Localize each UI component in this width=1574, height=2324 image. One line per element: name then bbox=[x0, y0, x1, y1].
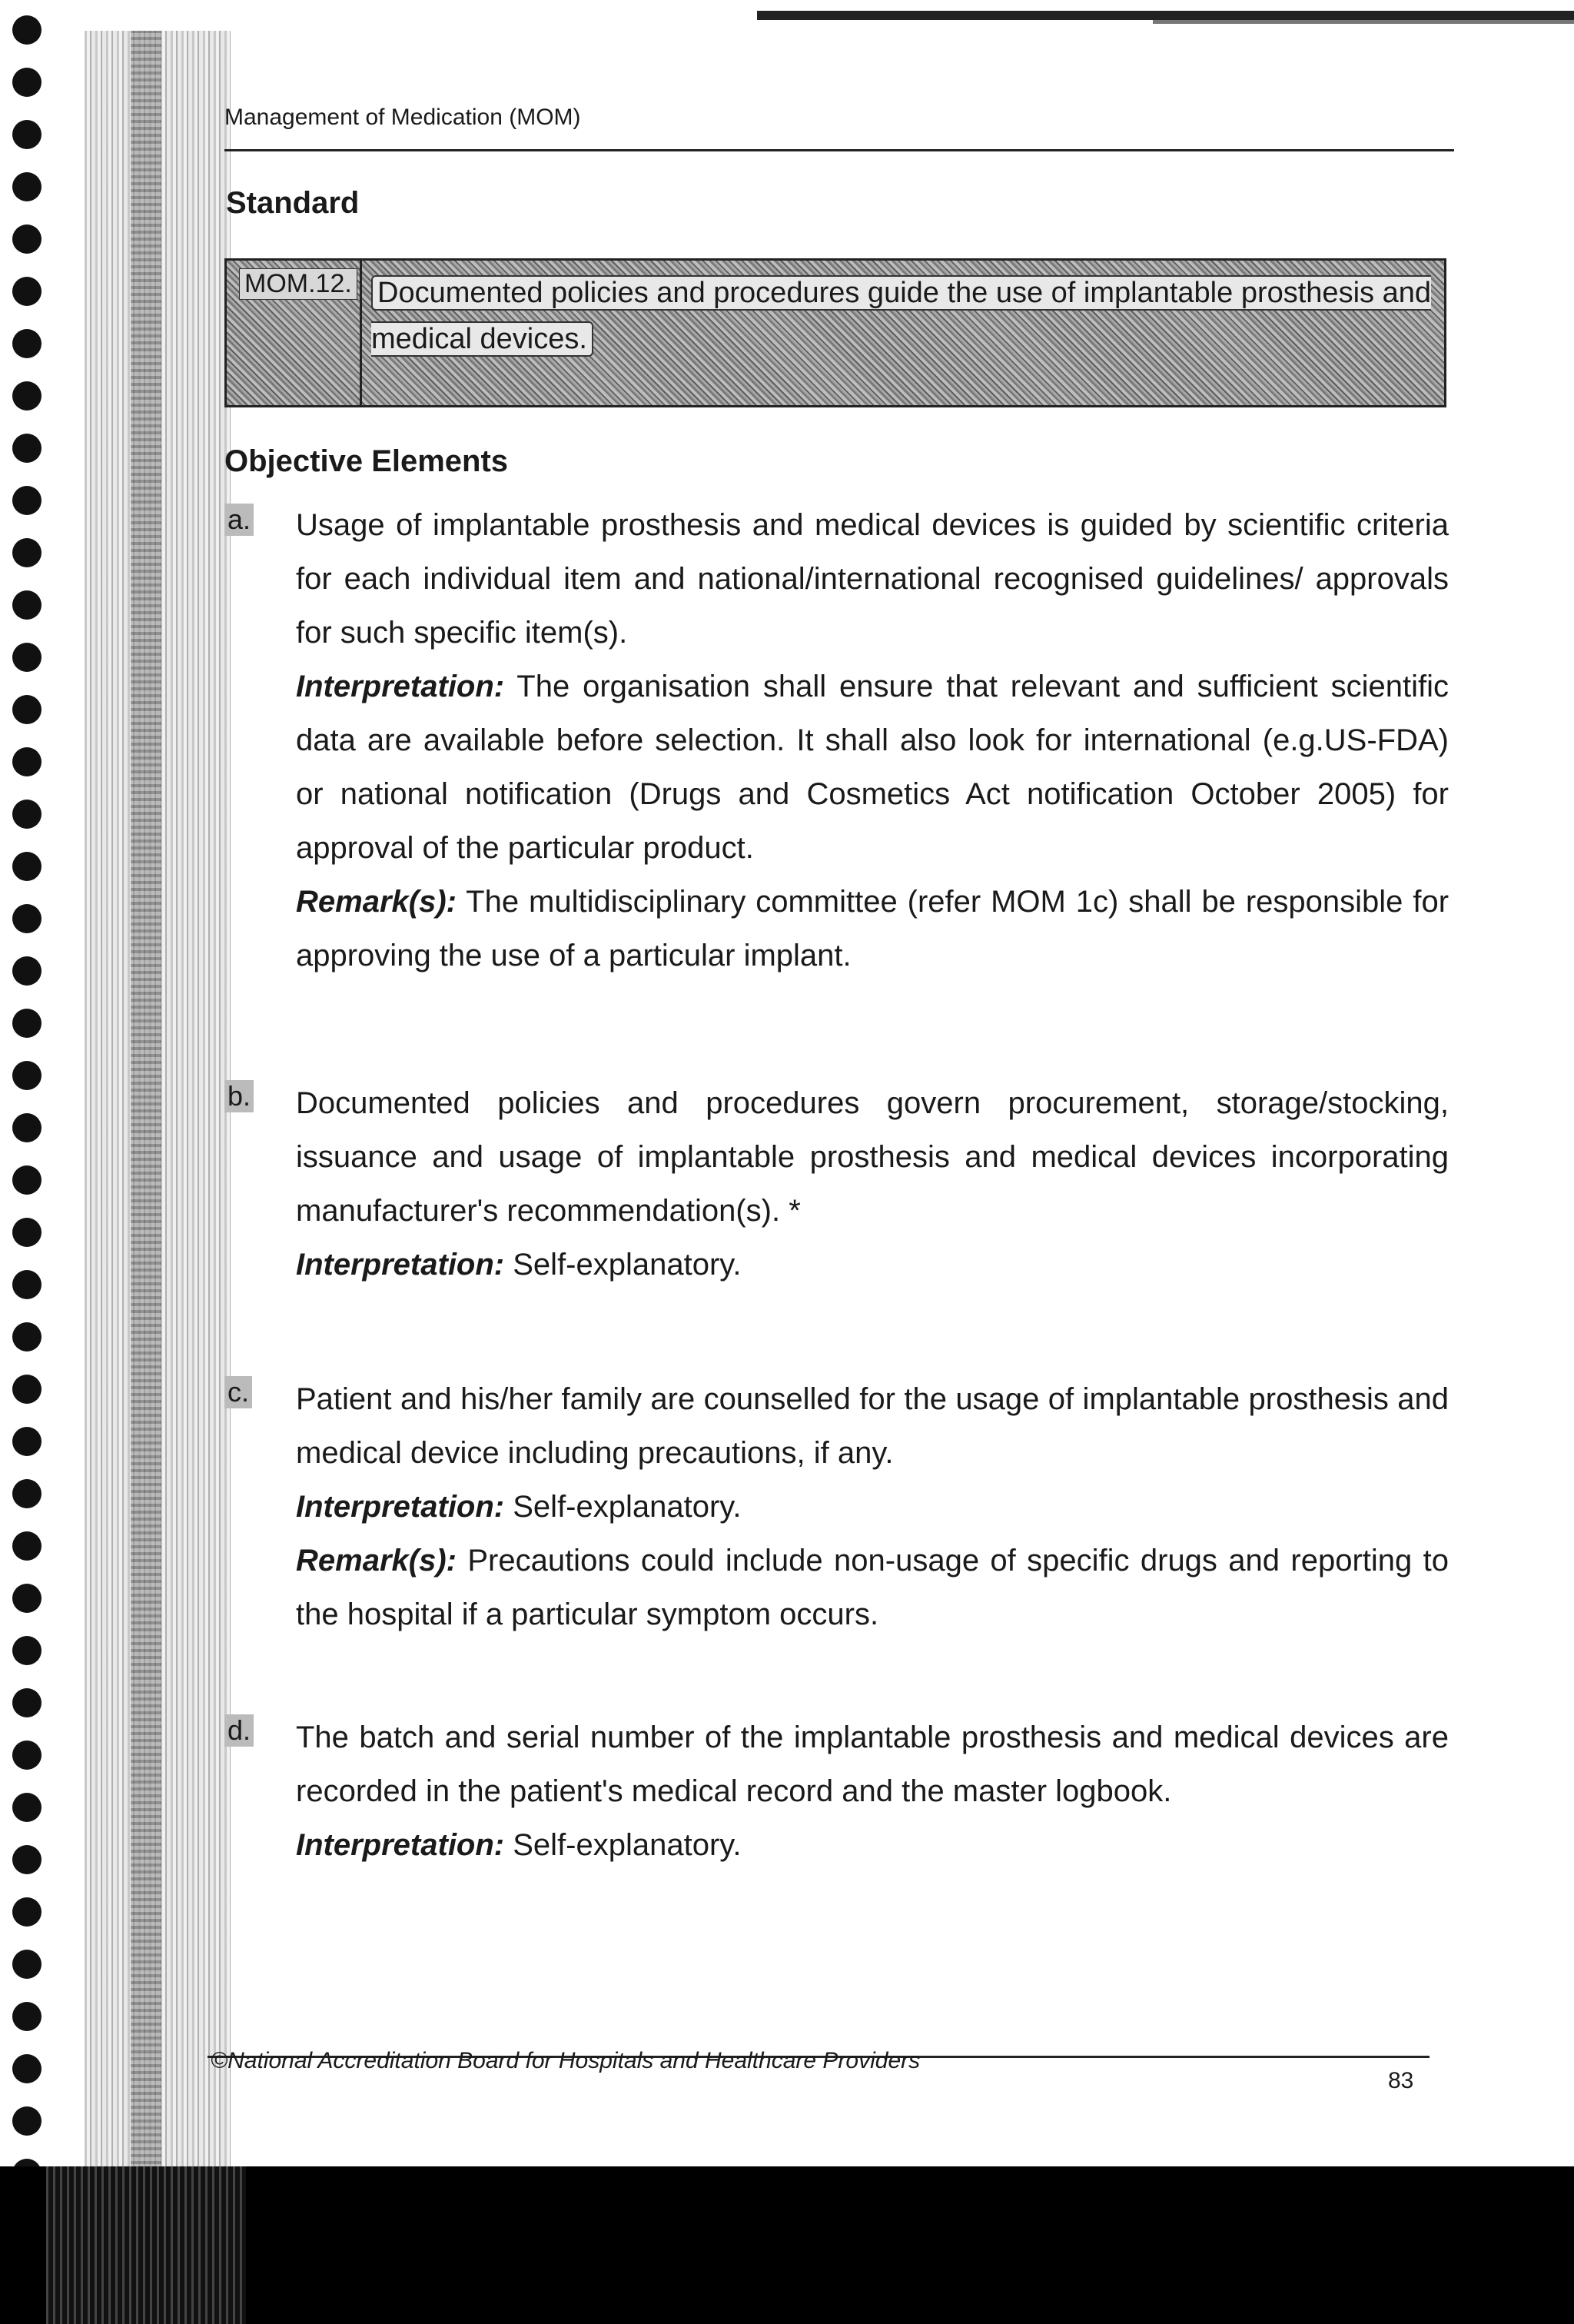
binding-hole bbox=[12, 2002, 42, 2031]
binding-hole bbox=[12, 852, 42, 881]
binding-hole bbox=[12, 904, 42, 933]
objective-elements-heading: Objective Elements bbox=[224, 444, 509, 478]
binding-hole bbox=[12, 486, 42, 515]
binding-hole bbox=[12, 1688, 42, 1717]
interpretation-label: Interpretation: bbox=[296, 670, 505, 703]
binding-hole bbox=[12, 1375, 42, 1404]
objective-element-d bbox=[296, 1711, 1449, 1872]
objective-element-b bbox=[296, 1076, 1449, 1292]
standard-text-cell bbox=[371, 270, 1433, 362]
binding-hole bbox=[12, 747, 42, 776]
standard-text: Documented policies and procedures guide the use of implantable prosthesis and medical devices. bbox=[371, 277, 1431, 355]
binding-hole bbox=[12, 538, 42, 567]
binding-hole bbox=[12, 381, 42, 411]
element-marker-d: d. bbox=[224, 1714, 254, 1747]
binding-hole bbox=[12, 643, 42, 672]
element-text: The batch and serial number of the implantable prosthesis and medical devices are recorded in the patient's medical record and the master logbook. bbox=[296, 1721, 1449, 1808]
binding-hole bbox=[12, 1113, 42, 1142]
binding-hole bbox=[12, 1636, 42, 1665]
standard-code: MOM.12. bbox=[239, 268, 357, 300]
binding-hole bbox=[12, 224, 42, 254]
standard-code-cell bbox=[227, 261, 362, 405]
interpretation bbox=[296, 1238, 1449, 1292]
binding-holes bbox=[0, 0, 54, 2324]
element-text: Patient and his/her family are counselled for the usage of implantable prosthesis and medical device including precautions, if any. bbox=[296, 1382, 1449, 1470]
scanned-spine-binding bbox=[131, 31, 161, 2199]
objective-element-c bbox=[296, 1372, 1449, 1641]
binding-hole bbox=[12, 120, 42, 149]
binding-hole bbox=[12, 1218, 42, 1247]
top-edge-rule-secondary bbox=[1153, 20, 1574, 24]
binding-hole bbox=[12, 277, 42, 306]
standard-heading: Standard bbox=[226, 186, 360, 220]
page-number: 83 bbox=[1388, 2068, 1414, 2093]
element-marker-c: c. bbox=[224, 1376, 252, 1408]
binding-hole bbox=[12, 172, 42, 201]
binding-hole bbox=[12, 1322, 42, 1352]
interpretation-label: Interpretation: bbox=[296, 1828, 505, 1862]
interpretation bbox=[296, 1480, 1449, 1534]
interpretation-text: Self-explanatory. bbox=[513, 1248, 742, 1282]
binding-hole bbox=[12, 1009, 42, 1038]
interpretation-text: Self-explanatory. bbox=[513, 1490, 742, 1524]
binding-hole bbox=[12, 2106, 42, 2136]
objective-element-a bbox=[296, 498, 1449, 982]
binding-hole bbox=[12, 1427, 42, 1456]
binding-hole bbox=[12, 590, 42, 620]
binding-hole bbox=[12, 329, 42, 358]
binding-hole bbox=[12, 1270, 42, 1299]
binding-hole bbox=[12, 1061, 42, 1090]
binding-hole bbox=[12, 1479, 42, 1508]
remark-label: Remark(s): bbox=[296, 885, 457, 919]
binding-hole bbox=[12, 800, 42, 829]
remark-label: Remark(s): bbox=[296, 1544, 457, 1578]
scan-bottom-edge-texture bbox=[46, 2166, 246, 2324]
interpretation-label: Interpretation: bbox=[296, 1248, 505, 1282]
binding-hole bbox=[12, 1531, 42, 1561]
binding-hole bbox=[12, 1793, 42, 1822]
binding-hole bbox=[12, 68, 42, 97]
element-text: Documented policies and procedures govern procurement, storage/stocking, issuance and usage of implantable prosthesis and medical devices incorporating manufacturer's recommendation(s). * bbox=[296, 1086, 1449, 1228]
top-edge-rule bbox=[757, 11, 1574, 20]
binding-hole bbox=[12, 1845, 42, 1874]
standard-box bbox=[224, 258, 1446, 407]
header-divider bbox=[224, 149, 1454, 151]
element-marker-a: a. bbox=[224, 504, 254, 536]
binding-hole bbox=[12, 1897, 42, 1927]
remark-text: The multidisciplinary committee (refer MOM 1c) shall be responsible for approving the use of a particular implant. bbox=[296, 885, 1449, 972]
binding-hole bbox=[12, 2054, 42, 2083]
binding-hole bbox=[12, 1950, 42, 1979]
interpretation bbox=[296, 660, 1449, 875]
binding-hole bbox=[12, 1584, 42, 1613]
binding-hole bbox=[12, 1165, 42, 1195]
interpretation-label: Interpretation: bbox=[296, 1490, 505, 1524]
section-title: Management of Medication (MOM) bbox=[224, 105, 581, 130]
remark bbox=[296, 1534, 1449, 1641]
binding-hole bbox=[12, 15, 42, 45]
binding-hole bbox=[12, 1741, 42, 1770]
remark-text: Precautions could include non-usage of specific drugs and reporting to the hospital if a particular symptom occurs. bbox=[296, 1544, 1449, 1631]
remark bbox=[296, 875, 1449, 982]
binding-hole bbox=[12, 695, 42, 724]
footer-copyright: ©National Accreditation Board for Hospitals and Healthcare Providers bbox=[211, 2048, 921, 2073]
binding-hole bbox=[12, 956, 42, 986]
element-marker-b: b. bbox=[224, 1080, 254, 1112]
interpretation-text: Self-explanatory. bbox=[513, 1828, 742, 1862]
interpretation bbox=[296, 1818, 1449, 1872]
interpretation-text: The organisation shall ensure that relevant and sufficient scientific data are available before selection. It shall also look for international (e.g.US-FDA) or national notification (Drugs and Cosmetics Act notification October 2005) for approval of the particular product. bbox=[296, 670, 1449, 865]
element-text: Usage of implantable prosthesis and medical devices is guided by scientific criteria for each individual item and national/international recognised guidelines/ approvals for such specific item(s). bbox=[296, 508, 1449, 650]
binding-hole bbox=[12, 434, 42, 463]
